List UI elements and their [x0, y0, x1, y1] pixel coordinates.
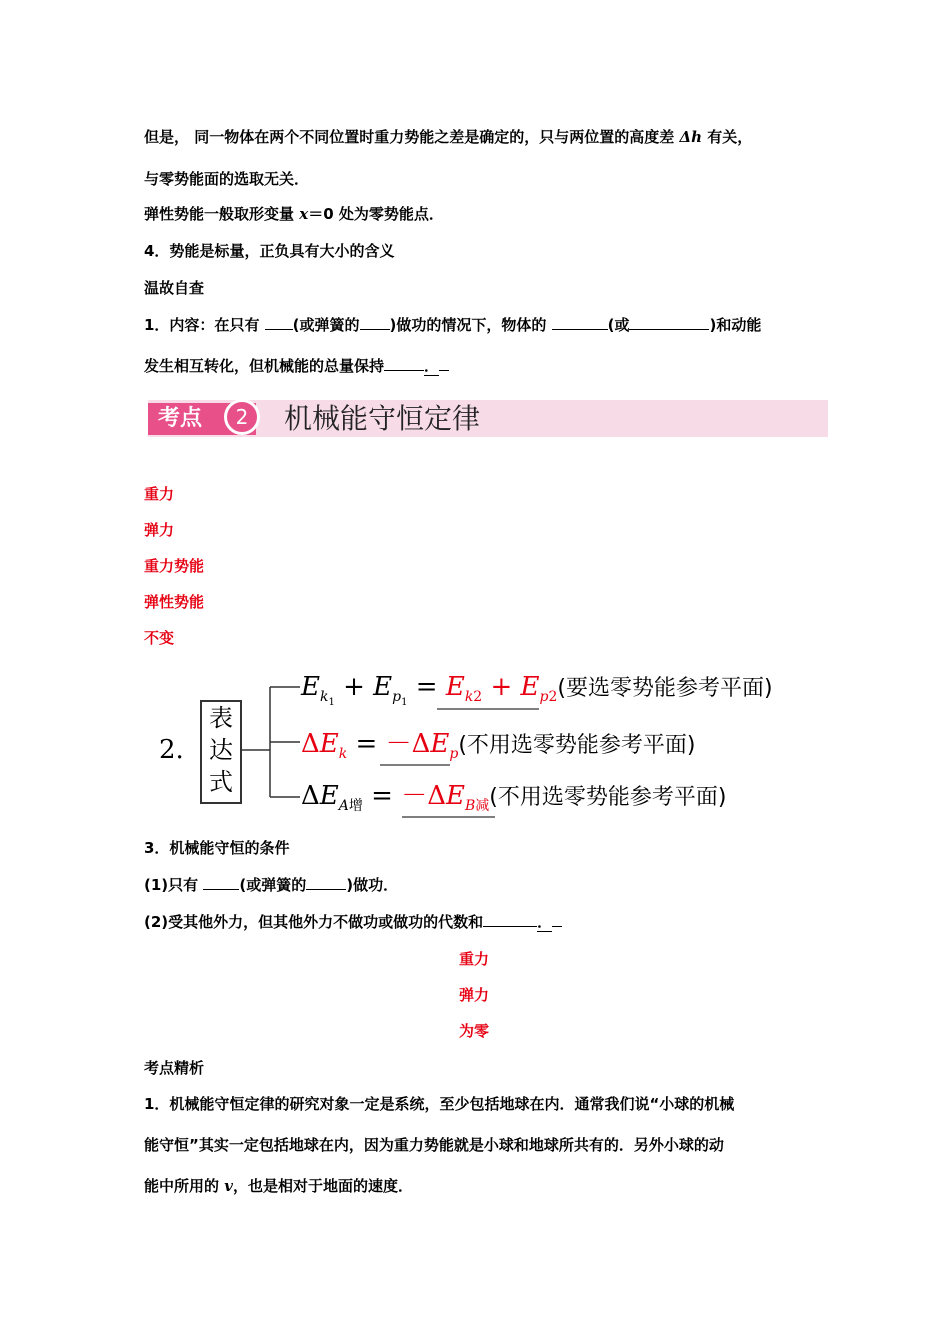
answer-gravity: 重力 — [144, 485, 175, 503]
expression-box: 表 达 式 — [200, 700, 242, 804]
blank-8 — [483, 912, 537, 927]
paragraph-height-difference: 但是， 同一物体在两个不同位置时重力势能之差是确定的，只与两位置的高度差 Δh 有关， — [144, 128, 753, 146]
formula-line-3: $\Delta E_{A增} = -\Delta E_{B减}$(不用选零势能参考平面) — [301, 781, 727, 815]
paragraph-elastic-energy: 弹性势能一般取形变量 x＝0 处为零势能点． — [144, 205, 444, 223]
paragraph-scalar: 4．势能是标量，正负具有大小的含义 — [144, 242, 395, 260]
answer-elastic-2: 弹力 — [459, 986, 490, 1004]
expression-figure — [155, 665, 845, 820]
analysis-heading: 考点精析 — [144, 1059, 205, 1077]
blank-7 — [306, 875, 346, 890]
analysis-line-3: 能中所用的 v，也是相对于地面的速度． — [144, 1177, 413, 1195]
condition-1: (1)只有 (或弹簧的 )做功． — [144, 876, 399, 894]
paragraph-zero-plane: 与零势能面的选取无关． — [144, 170, 310, 188]
analysis-line-2: 能守恒”其实一定包括地球在内，因为重力势能就是小球和地球所共有的．另外小球的动 — [144, 1136, 724, 1154]
blank-3 — [552, 315, 608, 330]
blank-1 — [265, 315, 293, 330]
banner-tag: 考点 — [148, 403, 256, 435]
answer-elastic-force: 弹力 — [144, 521, 175, 539]
condition-2: (2)受其他外力，但其他外力不做功或做功的代数和 ． — [144, 912, 562, 932]
section-banner — [148, 400, 828, 437]
paragraph-content: 1．内容：在只有 (或弹簧的 )做功的情况下，物体的 (或 )和动能 — [144, 316, 762, 334]
banner-number-badge: 2 — [224, 399, 260, 435]
analysis-line-1: 1．机械能守恒定律的研究对象一定是系统，至少包括地球在内．通常我们说“小球的机械 — [144, 1095, 735, 1113]
formula-line-2: $\Delta E_k = -\Delta E_p$(不用选零势能参考平面) — [301, 729, 696, 763]
answer-unchanged: 不变 — [144, 629, 175, 647]
answer-zero: 为零 — [459, 1022, 490, 1040]
blank-4 — [629, 315, 709, 330]
blank-6 — [203, 875, 239, 890]
blank-5 — [384, 356, 424, 371]
blank-2 — [360, 315, 390, 330]
section-review-heading: 温故自查 — [144, 279, 205, 297]
conditions-heading: 3．机械能守恒的条件 — [144, 839, 290, 857]
answer-elastic-pe: 弹性势能 — [144, 593, 205, 611]
banner-title: 机械能守恒定律 — [284, 402, 481, 435]
answer-gravity-2: 重力 — [459, 950, 490, 968]
answer-gravitational-pe: 重力势能 — [144, 557, 205, 575]
paragraph-conservation: 发生相互转化，但机械能的总量保持 ． — [144, 356, 449, 376]
formula-line-1: $E_{k_1} + E_{p_1} = E_{k2} + E_{p2}$(要选零势能参考平面) — [301, 672, 773, 708]
formula-number: 2. — [159, 735, 184, 765]
